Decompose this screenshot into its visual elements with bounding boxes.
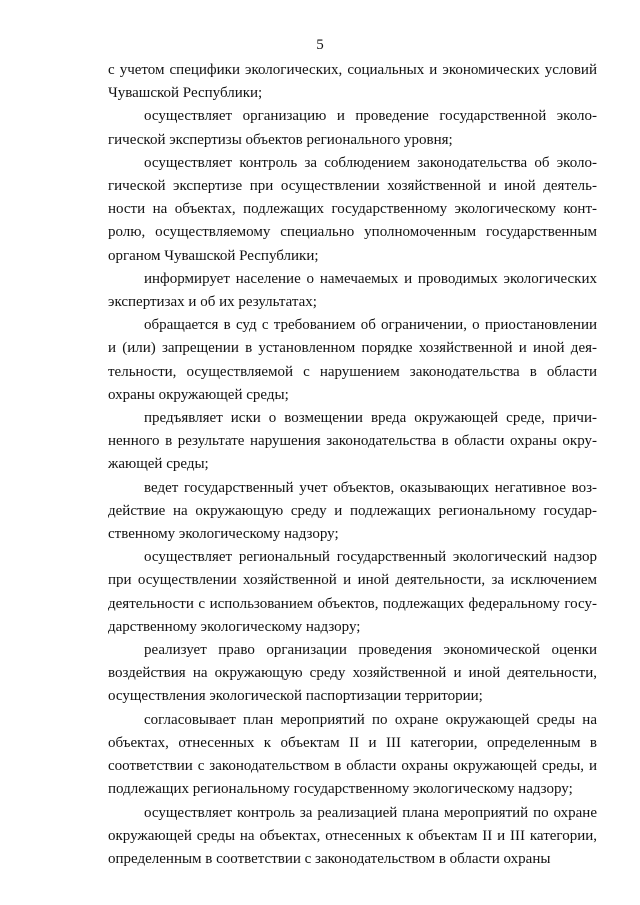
paragraph-state-expertise: осуществляет организацию и проведение государственной экологической экспертизы объектов регионального уровня; (108, 108, 597, 148)
paragraph-damage-claims: предъявляет иски о возмещении вреда окружающей среде, причиненного в результате нарушения законодательства в области охраны окружающей среды; (108, 410, 597, 473)
paragraph-intro-continuation: с учетом специфики экологических, социальных и экономических условий Чувашской Республики; (108, 62, 597, 102)
paragraph-court-appeal: обращается в суд с требованием об ограничении, о приостановлении и (или) запрещении в установленном порядке хозяйственной и иной деятельности, осуществляемой с нарушением законодательства в области охраны окружающей среды; (108, 317, 597, 403)
paragraph-state-registry: ведет государственный учет объектов, оказывающих негативное воздействие на окружающую среду и подлежащих региональному государственному экологическому надзору; (108, 479, 597, 543)
page-number: 5 (316, 37, 324, 53)
paragraph-regional-supervision: осуществляет региональный государственный экологический надзор при осуществлении хозяйственной и иной деятельности, за исключением деятельности с использованием объектов, подлежащих федеральному государственному экологическому надзору; (108, 549, 597, 635)
paragraph-expertise-control: осуществляет контроль за соблюдением законодательства об экологической экспертизе при осуществлении хозяйственной и иной деятельности на объектах, подлежащих государственному экологическому контролю, осуществляемому специально уполномоченным государственным органом Чувашской Республики; (108, 154, 597, 264)
paragraph-public-information: информирует население о намечаемых и проводимых экологических экспертизах и об их результатах; (108, 270, 597, 311)
paragraph-plan-control: осуществляет контроль за реализацией плана мероприятий по охране окружающей среды на объектах, отнесенных к объектам II и III категории, определенным в соответствии с законодательством в области охраны (108, 804, 597, 867)
paragraph-plan-approval: согласовывает план мероприятий по охране окружающей среды на объектах, отнесенных к объектам II и III категории, определенным в соответствии с законодательством в области охраны окружающей среды, и подлежащих региональному государственному экологическому надзору; (108, 711, 597, 798)
document-body (108, 59, 597, 871)
paragraph-economic-assessment: реализует право организации проведения экономической оценки воздействия на окружающую среду хозяйственной и иной деятельности, осуществления экологической паспортизации территории; (108, 642, 597, 705)
